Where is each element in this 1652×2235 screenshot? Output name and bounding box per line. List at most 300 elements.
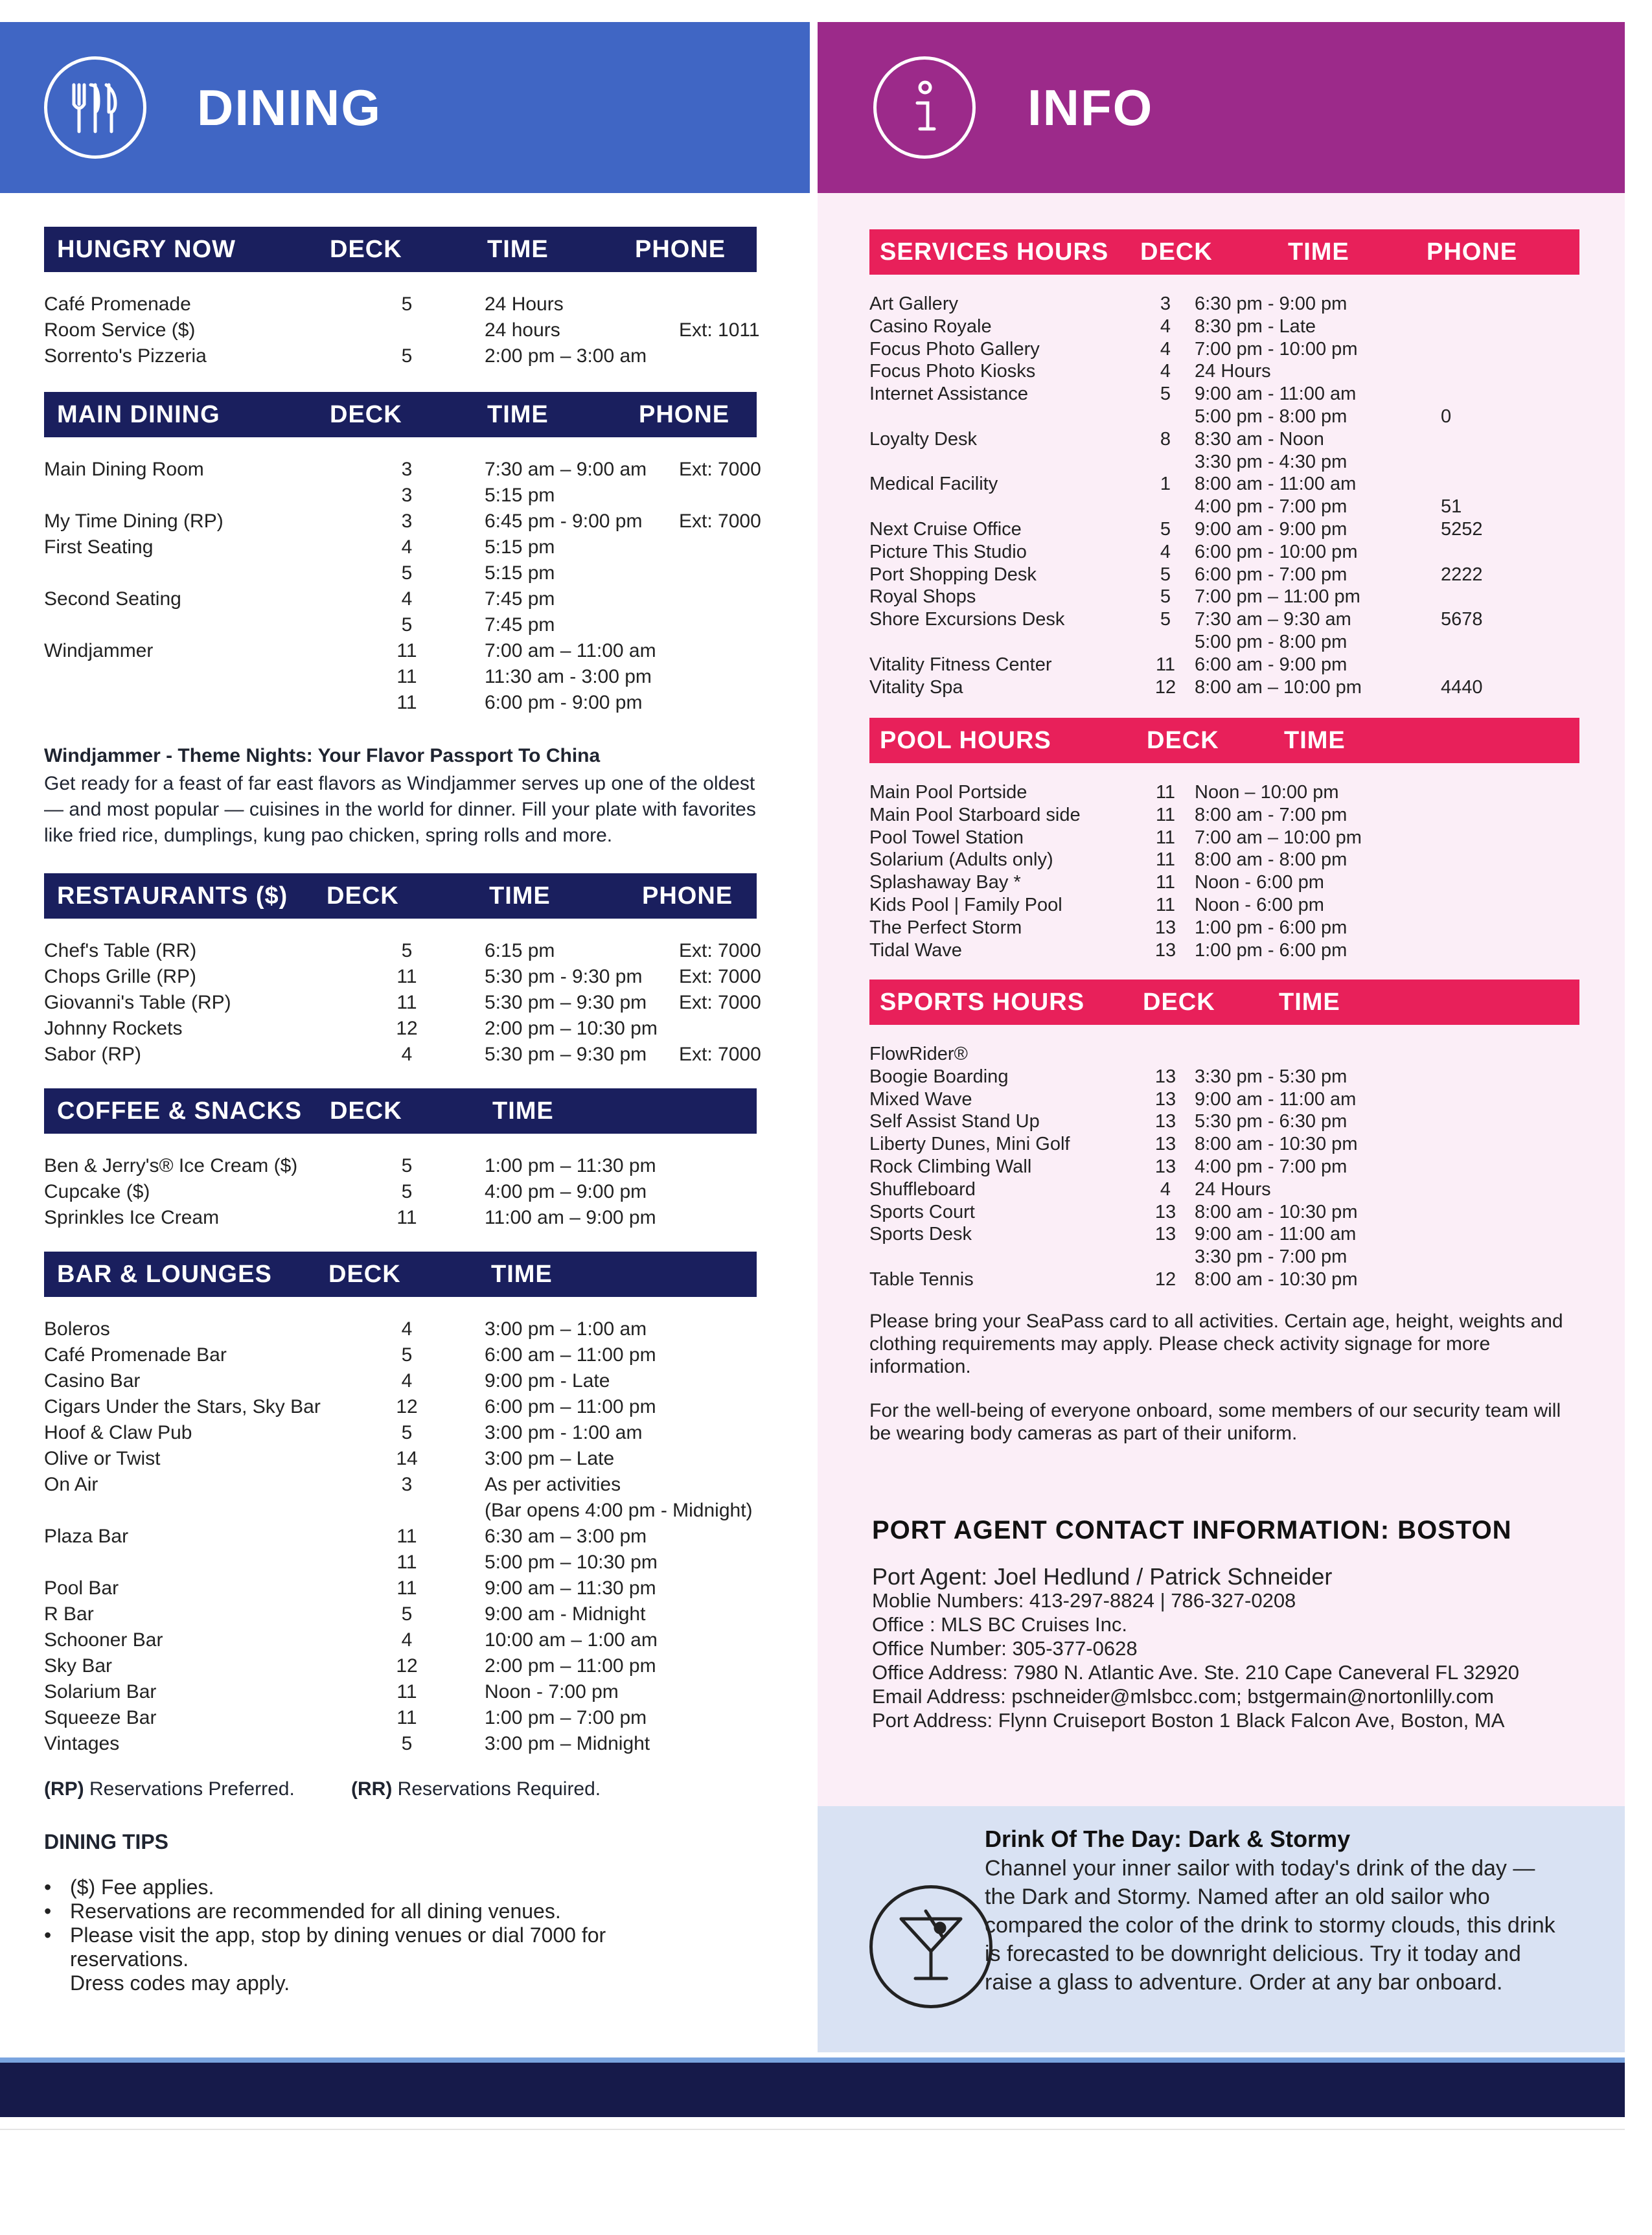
phone-cell: 4440 xyxy=(1441,676,1483,698)
table-row xyxy=(44,690,757,716)
deck-cell: 4 xyxy=(401,1318,413,1340)
deck-cell: 12 xyxy=(396,1018,418,1039)
pool-hours-header xyxy=(869,718,1579,763)
deck-cell: 5 xyxy=(401,940,413,961)
venue-cell: Vintages xyxy=(44,1733,120,1754)
table-row xyxy=(44,1342,757,1368)
table-row xyxy=(869,586,1579,608)
deck-cell: 4 xyxy=(1160,541,1171,562)
footer-rule xyxy=(0,2129,1625,2130)
venue-cell xyxy=(44,1550,329,1576)
time-cell: (Bar opens 4:00 pm - Midnight) xyxy=(485,1500,753,1521)
table-row xyxy=(44,560,757,586)
port-agent-line: Office Address: 7980 N. Atlantic Ave. Ste. 210 Cape Caneveral FL 32920 xyxy=(872,1661,1519,1684)
deck-cell: 5 xyxy=(1160,384,1171,405)
table-row xyxy=(869,654,1579,676)
venue-cell: Squeeze Bar xyxy=(44,1707,157,1728)
time-cell: 9:00 pm - Late xyxy=(485,1370,610,1392)
time-cell: 5:15 pm xyxy=(485,562,555,584)
time-cell: 7:00 am – 11:00 am xyxy=(485,640,656,661)
deck-cell xyxy=(1136,1246,1195,1268)
info-icon xyxy=(873,56,976,159)
time-cell: 9:00 am - Midnight xyxy=(485,1603,646,1625)
table-row xyxy=(44,1472,757,1498)
venue-cell: Table Tennis xyxy=(869,1268,974,1290)
venue-cell: Solarium Bar xyxy=(44,1681,157,1702)
time-cell: 24 hours xyxy=(485,319,560,341)
venue-cell: Liberty Dunes, Mini Golf xyxy=(869,1134,1070,1155)
column-header: MAIN DINING xyxy=(57,401,220,428)
legend-text: Reservations Preferred. xyxy=(84,1778,295,1800)
deck-cell: 13 xyxy=(1154,917,1176,938)
table-row xyxy=(869,564,1579,586)
venue-cell: Sky Bar xyxy=(44,1655,113,1677)
pool-hours-section xyxy=(869,718,1579,961)
time-cell: 7:45 pm xyxy=(485,588,555,610)
deck-cell xyxy=(1136,406,1195,428)
windjammer-note-body: Get ready for a feast of far east flavors as Windjammer serves up one of the oldest — and most popular — cuisines in the world for dinner. Fill your plate with favorites like fried rice, dumplings, kung pao chicken, spring rolls and more. xyxy=(44,773,756,846)
deck-cell: 12 xyxy=(396,1655,418,1677)
deck-cell: 11 xyxy=(1155,872,1176,893)
phone-cell xyxy=(1441,1201,1570,1224)
time-cell xyxy=(1195,1043,1441,1066)
main-dining-section xyxy=(44,392,761,716)
venue-cell: Schooner Bar xyxy=(44,1629,163,1651)
venue-cell xyxy=(869,496,1136,518)
deck-cell: 13 xyxy=(1154,1156,1176,1177)
deck-cell: 12 xyxy=(1154,676,1176,698)
deck-cell: 13 xyxy=(1154,939,1176,961)
time-cell: 8:00 am - 10:30 pm xyxy=(1195,1201,1358,1222)
phone-cell xyxy=(679,1016,757,1042)
phone-cell xyxy=(1441,1223,1570,1246)
deck-cell: 11 xyxy=(396,1681,417,1702)
column-header: TIME xyxy=(1288,238,1349,266)
phone-cell xyxy=(1441,1110,1570,1133)
table-row xyxy=(869,676,1579,699)
deck-cell: 4 xyxy=(401,1370,413,1392)
table-row xyxy=(44,638,757,664)
time-cell: 8:00 am - 8:00 pm xyxy=(1195,849,1348,871)
time-cell: 1:00 pm – 7:00 pm xyxy=(485,1707,647,1728)
deck-cell xyxy=(1136,451,1195,474)
port-agent-line: Office Number: 305-377-0628 xyxy=(872,1637,1138,1660)
deck-cell xyxy=(1136,631,1195,654)
deck-cell: 4 xyxy=(401,1629,413,1651)
venue-cell: Art Gallery xyxy=(869,293,958,314)
venue-cell: Ben & Jerry's® Ice Cream ($) xyxy=(44,1155,298,1176)
venue-cell: Sorrento's Pizzeria xyxy=(44,345,207,367)
venue-cell: Johnny Rockets xyxy=(44,1018,183,1039)
table-row xyxy=(44,1679,757,1705)
time-cell: 2:00 pm – 11:00 pm xyxy=(485,1655,656,1677)
time-cell: 3:30 pm - 7:00 pm xyxy=(1195,1246,1348,1268)
drink-title: Drink Of The Day: Dark & Stormy xyxy=(985,1826,1351,1852)
phone-cell xyxy=(679,638,757,664)
table-row xyxy=(869,1223,1579,1246)
deck-cell: 3 xyxy=(401,510,413,532)
table-row xyxy=(44,1179,757,1205)
sports-hours-section xyxy=(869,980,1579,1291)
time-cell: 8:00 am - 10:30 pm xyxy=(1195,1268,1358,1290)
time-cell: 8:00 am – 10:00 pm xyxy=(1195,676,1362,698)
time-cell: 1:00 pm – 11:30 pm xyxy=(485,1155,656,1176)
phone-cell xyxy=(679,664,757,690)
deck-cell: 5 xyxy=(401,1422,413,1443)
footer-band xyxy=(0,2063,1625,2117)
venue-cell xyxy=(869,406,1136,428)
deck-cell xyxy=(329,317,485,343)
table-row xyxy=(44,1550,757,1576)
table-row xyxy=(44,483,757,509)
time-cell: 2:00 pm – 3:00 am xyxy=(485,345,647,367)
deck-cell: 5 xyxy=(1160,564,1171,585)
deck-cell: 11 xyxy=(1155,827,1176,848)
phone-cell xyxy=(1441,827,1570,849)
time-cell: 11:00 am – 9:00 pm xyxy=(485,1207,656,1228)
coffee-snacks-rows xyxy=(44,1153,757,1231)
phone-cell xyxy=(679,1498,757,1524)
venue-cell: Next Cruise Office xyxy=(869,518,1022,540)
table-row xyxy=(44,1627,757,1653)
venue-cell: First Seating xyxy=(44,536,154,558)
venue-cell xyxy=(44,664,329,690)
venue-cell: Tidal Wave xyxy=(869,939,962,961)
venue-cell: Room Service ($) xyxy=(44,319,196,341)
legend-rp xyxy=(44,1778,295,1800)
restaurants-section xyxy=(44,873,761,1068)
list-item: • ($) Fee applies. xyxy=(44,1875,214,1899)
venue-cell: Cupcake ($) xyxy=(44,1181,150,1202)
time-cell: 5:30 pm – 9:30 pm xyxy=(485,1044,647,1065)
table-row xyxy=(44,509,761,534)
time-cell: 6:00 pm - 7:00 pm xyxy=(1195,564,1348,585)
deck-cell xyxy=(329,1498,485,1524)
time-cell: 24 Hours xyxy=(485,293,564,315)
time-cell: 8:00 am - 7:00 pm xyxy=(1195,804,1348,825)
table-row xyxy=(869,804,1579,827)
list-item: • Reservations are recommended for all dining venues. xyxy=(44,1899,561,1923)
time-cell: 5:30 pm – 9:30 pm xyxy=(485,992,647,1013)
phone-cell xyxy=(679,1653,757,1679)
hungry-now-header xyxy=(44,227,757,272)
phone-cell xyxy=(679,1394,757,1420)
phone-cell xyxy=(1441,586,1570,608)
table-row xyxy=(44,1653,757,1679)
venue-cell: Shore Excursions Desk xyxy=(869,609,1065,630)
time-cell: 6:00 am – 11:00 pm xyxy=(485,1344,656,1366)
table-row xyxy=(869,1246,1579,1268)
column-header: PHONE xyxy=(635,236,726,263)
venue-cell: Port Shopping Desk xyxy=(869,564,1037,585)
venue-cell: Olive or Twist xyxy=(44,1448,161,1469)
time-cell: 24 Hours xyxy=(1195,361,1271,382)
seapass-note: Please bring your SeaPass card to all activities. Certain age, height, weights and clothing requirements may apply. Please check activity signage for more information. xyxy=(869,1311,1563,1377)
time-cell: 6:00 pm – 11:00 pm xyxy=(485,1396,656,1417)
column-header: PHONE xyxy=(642,882,733,910)
venue-cell: FlowRider® xyxy=(869,1044,968,1064)
phone-cell xyxy=(1441,383,1570,406)
table-row xyxy=(869,406,1579,428)
column-header: DECK xyxy=(330,1097,402,1125)
phone-cell xyxy=(679,1705,757,1731)
venue-cell: The Perfect Storm xyxy=(869,917,1022,938)
services-hours-section xyxy=(869,229,1579,698)
time-cell: 9:00 am - 11:00 am xyxy=(1195,1088,1357,1110)
time-cell: 24 Hours xyxy=(1195,1178,1271,1200)
info-header xyxy=(818,22,1625,193)
deck-cell: 5 xyxy=(1160,518,1171,540)
dining-tips-title: DINING TIPS xyxy=(44,1830,169,1853)
phone-cell xyxy=(1441,917,1570,939)
venue-cell: Sabor (RP) xyxy=(44,1044,142,1065)
list-item: Dress codes may apply. xyxy=(70,1971,290,1995)
hungry-now-section xyxy=(44,227,760,369)
phone-cell: Ext: 7000 xyxy=(679,1044,761,1065)
deck-cell: 13 xyxy=(1154,1111,1176,1132)
deck-cell: 3 xyxy=(401,485,413,506)
table-row xyxy=(44,317,760,343)
table-row xyxy=(869,383,1579,406)
venue-cell: Café Promenade Bar xyxy=(44,1344,227,1366)
deck-cell: 12 xyxy=(396,1396,418,1417)
phone-cell xyxy=(1441,360,1570,383)
phone-cell xyxy=(1441,849,1570,871)
phone-cell xyxy=(679,1446,757,1472)
phone-cell xyxy=(679,292,757,317)
time-cell: 6:30 am – 3:00 pm xyxy=(485,1526,647,1547)
table-row xyxy=(869,1133,1579,1156)
time-cell: 10:00 am – 1:00 am xyxy=(485,1629,658,1651)
time-cell: Noon - 7:00 pm xyxy=(485,1681,619,1702)
phone-cell xyxy=(1441,1043,1570,1066)
venue-cell: Windjammer xyxy=(44,640,154,661)
time-cell: 3:00 pm – Midnight xyxy=(485,1733,650,1754)
time-cell: 8:00 am - 10:30 pm xyxy=(1195,1134,1358,1155)
table-row xyxy=(869,1156,1579,1178)
time-cell: 1:00 pm - 6:00 pm xyxy=(1195,917,1348,938)
table-row xyxy=(869,293,1579,315)
column-header: SERVICES HOURS xyxy=(880,238,1109,266)
venue-cell: On Air xyxy=(44,1474,98,1495)
phone-cell: Ext: 7000 xyxy=(679,510,761,532)
phone-cell xyxy=(679,1627,757,1653)
time-cell: 5:30 pm - 6:30 pm xyxy=(1195,1111,1348,1132)
phone-cell xyxy=(679,1368,757,1394)
cocktail-icon xyxy=(869,1885,992,2008)
venue-cell xyxy=(44,1498,329,1524)
table-row xyxy=(869,781,1579,804)
phone-cell xyxy=(679,1342,757,1368)
dining-title: DINING xyxy=(197,78,382,136)
time-cell: As per activities xyxy=(485,1474,621,1495)
time-cell: 4:00 pm – 9:00 pm xyxy=(485,1181,647,1202)
windjammer-note-title: Windjammer - Theme Nights: Your Flavor Passport To China xyxy=(44,745,601,766)
deck-cell xyxy=(1136,496,1195,518)
list-item: • Please visit the app, stop by dining venues or dial 7000 for reservations. xyxy=(44,1923,606,1971)
time-cell: 1:00 pm - 6:00 pm xyxy=(1195,939,1348,961)
table-row xyxy=(44,1042,761,1068)
port-agent-title: PORT AGENT CONTACT INFORMATION: BOSTON xyxy=(872,1516,1512,1544)
phone-cell xyxy=(679,1679,757,1705)
time-cell: 5:00 pm - 8:00 pm xyxy=(1195,406,1348,427)
time-cell: 9:00 am - 11:00 am xyxy=(1195,384,1357,405)
table-row xyxy=(869,541,1579,564)
table-row xyxy=(44,1394,757,1420)
phone-cell xyxy=(1441,939,1570,962)
deck-cell: 11 xyxy=(1155,804,1176,825)
deck-cell: 3 xyxy=(1160,293,1171,314)
time-cell: Noon - 6:00 pm xyxy=(1195,872,1324,893)
column-header: DECK xyxy=(328,1261,401,1288)
port-agent-line: Office : MLS BC Cruises Inc. xyxy=(872,1613,1127,1636)
phone-cell xyxy=(1441,473,1570,496)
column-header: COFFEE & SNACKS xyxy=(57,1097,303,1125)
phone-cell xyxy=(1441,1246,1570,1268)
table-row xyxy=(869,1088,1579,1111)
column-header: DECK xyxy=(1143,989,1215,1016)
dining-tips-list xyxy=(44,1875,705,1995)
phone-cell: Ext: 1011 xyxy=(679,319,760,341)
deck-cell: 4 xyxy=(1160,338,1171,360)
main-dining-header xyxy=(44,392,757,437)
deck-cell: 5 xyxy=(401,293,413,315)
column-header: TIME xyxy=(489,882,551,910)
services-hours-rows xyxy=(869,293,1579,698)
phone-cell: 51 xyxy=(1441,496,1462,518)
deck-cell: 11 xyxy=(396,1577,417,1599)
phone-cell xyxy=(679,1179,757,1205)
venue-cell xyxy=(869,1246,1136,1268)
table-row xyxy=(44,964,761,990)
deck-cell: 4 xyxy=(401,1044,413,1065)
venue-cell: R Bar xyxy=(44,1603,94,1625)
venue-cell: Boogie Boarding xyxy=(869,1066,1009,1087)
security-note: For the well-being of everyone onboard, some members of our security team will be wearing body cameras as part of their uniform. xyxy=(869,1400,1561,1444)
venue-cell: Focus Photo Gallery xyxy=(869,338,1040,360)
phone-cell: 0 xyxy=(1441,406,1452,427)
table-row xyxy=(869,496,1579,518)
footer-accent-line xyxy=(0,2057,1625,2063)
deck-cell: 11 xyxy=(1155,782,1176,803)
coffee-snacks-header xyxy=(44,1088,757,1134)
utensils-icon xyxy=(44,56,146,159)
phone-cell xyxy=(1441,1178,1570,1201)
deck-cell: 11 xyxy=(396,992,417,1013)
time-cell: 4:00 pm - 7:00 pm xyxy=(1195,496,1348,518)
deck-cell: 11 xyxy=(396,666,417,687)
time-cell: 8:00 am - 11:00 am xyxy=(1195,474,1357,495)
table-row xyxy=(869,827,1579,849)
phone-cell xyxy=(1441,541,1570,564)
deck-cell: 5 xyxy=(401,1155,413,1176)
time-cell: 7:00 pm - 10:00 pm xyxy=(1195,338,1358,360)
bar-lounges-section xyxy=(44,1252,757,1757)
windjammer-note xyxy=(44,745,757,849)
deck-cell: 3 xyxy=(401,1474,413,1495)
time-cell: 7:45 pm xyxy=(485,614,555,636)
column-header: BAR & LOUNGES xyxy=(57,1261,272,1288)
phone-cell xyxy=(1441,293,1570,315)
venue-cell: Pool Bar xyxy=(44,1577,119,1599)
coffee-snacks-section xyxy=(44,1088,757,1231)
venue-cell: Pool Towel Station xyxy=(869,827,1024,848)
deck-cell: 4 xyxy=(401,588,413,610)
phone-cell xyxy=(1441,428,1570,451)
deck-cell: 4 xyxy=(1160,1178,1171,1200)
table-row xyxy=(44,1524,757,1550)
venue-cell: Vitality Spa xyxy=(869,676,963,698)
table-row xyxy=(44,1316,757,1342)
table-row xyxy=(44,1446,757,1472)
venue-cell: Shuffleboard xyxy=(869,1178,976,1200)
time-cell: Noon – 10:00 pm xyxy=(1195,782,1339,803)
deck-cell: 12 xyxy=(1154,1268,1176,1290)
table-row xyxy=(44,1016,757,1042)
time-cell: 5:00 pm – 10:30 pm xyxy=(485,1552,658,1573)
table-row xyxy=(869,608,1579,631)
deck-cell: 13 xyxy=(1154,1201,1176,1222)
deck-cell: 11 xyxy=(396,966,417,987)
table-row xyxy=(869,939,1579,962)
column-header: DECK xyxy=(327,882,399,910)
time-cell: 5:00 pm - 8:00 pm xyxy=(1195,631,1348,652)
deck-cell: 5 xyxy=(1160,609,1171,630)
venue-cell: Casino Royale xyxy=(869,315,992,337)
time-cell: 7:30 am – 9:00 am xyxy=(485,459,647,480)
port-agent-line: Email Address: pschneider@mlsbcc.com; bstgermain@nortonlilly.com xyxy=(872,1685,1494,1708)
table-row xyxy=(869,360,1579,383)
legend-code: (RR) xyxy=(351,1778,393,1800)
table-row xyxy=(44,664,757,690)
phone-cell xyxy=(1441,654,1570,676)
time-cell: Noon - 6:00 pm xyxy=(1195,894,1324,915)
table-row xyxy=(44,1368,757,1394)
table-row xyxy=(44,1205,757,1231)
venue-cell: Main Dining Room xyxy=(44,459,204,480)
phone-cell xyxy=(679,1205,757,1231)
phone-cell xyxy=(1441,1066,1570,1088)
time-cell: 6:00 pm - 9:00 pm xyxy=(485,692,643,713)
time-cell: 6:45 pm - 9:00 pm xyxy=(485,510,643,532)
phone-cell xyxy=(679,1153,757,1179)
pool-hours-rows xyxy=(869,781,1579,961)
deck-cell: 11 xyxy=(396,1707,417,1728)
phone-cell: 2222 xyxy=(1441,564,1483,585)
venue-cell: Focus Photo Kiosks xyxy=(869,361,1036,382)
phone-cell xyxy=(679,586,757,612)
time-cell: 3:00 pm – Late xyxy=(485,1448,615,1469)
deck-cell: 11 xyxy=(396,1552,417,1573)
deck-cell: 11 xyxy=(396,640,417,661)
column-header: POOL HOURS xyxy=(880,727,1051,754)
venue-cell: Boleros xyxy=(44,1318,110,1340)
deck-cell: 4 xyxy=(401,536,413,558)
venue-cell xyxy=(44,612,329,638)
time-cell: 9:00 am - 9:00 pm xyxy=(1195,518,1348,540)
deck-cell: 11 xyxy=(396,1207,417,1228)
venue-cell: Main Pool Starboard side xyxy=(869,804,1081,825)
table-row xyxy=(869,1268,1579,1291)
venue-cell: Second Seating xyxy=(44,588,181,610)
deck-cell: 5 xyxy=(401,614,413,636)
venue-cell: Sprinkles Ice Cream xyxy=(44,1207,220,1228)
time-cell: 3:00 pm - 1:00 am xyxy=(485,1422,643,1443)
phone-cell xyxy=(1441,451,1570,474)
venue-cell: My Time Dining (RP) xyxy=(44,510,224,532)
venue-cell: Picture This Studio xyxy=(869,541,1027,562)
venue-cell: Loyalty Desk xyxy=(869,428,978,450)
